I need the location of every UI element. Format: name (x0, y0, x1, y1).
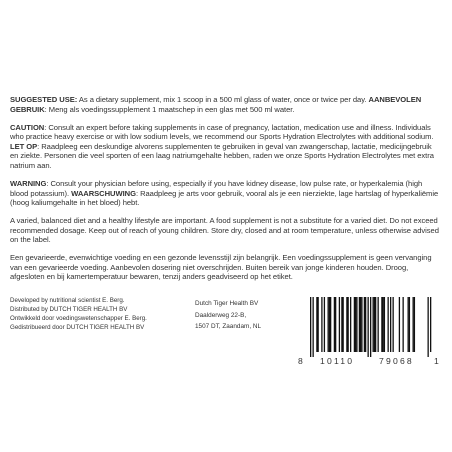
barcode-left-digits: 10110 (320, 356, 355, 366)
waarschuwing-text: : Raadpleeg je arts voor gebruik, vooral als je een nierziekte, lage hartslag of hyperkaliëmie (hoog kaliumgehalte in het bloed) hebt. (10, 188, 439, 208)
barcode-bar (409, 297, 410, 352)
barcode-bar (335, 297, 336, 352)
caution-text: : Consult an expert before taking supplements in case of pregnancy, lactation, medication use and illness. Individuals who practice heavy exercise or with low sodium levels, we recommend our Sports Hydration Electrolytes with additional sodium. (10, 122, 434, 142)
let-op-heading: LET OP (10, 141, 38, 151)
barcode-bar (384, 297, 385, 352)
barcode-bar (360, 297, 361, 352)
suggested-use-heading: SUGGESTED USE: (10, 95, 78, 104)
barcode-bar (316, 297, 317, 352)
barcode-bar (374, 297, 375, 352)
warning-text: : Consult your physician before using, especially if you have kidney disease, low pulse rate, or hyperkalemia (high blood potassium). (10, 178, 423, 198)
barcode-bar (373, 297, 374, 352)
barcode-bar (355, 297, 356, 352)
credit-line: Distributed by DUTCH TIGER HEALTH BV (10, 305, 128, 313)
warning-heading: WARNING (10, 178, 47, 188)
barcode-bar (390, 297, 391, 352)
general-advice-english: A varied, balanced diet and a healthy lifestyle are important. A food supplement is not a substitute for a varied diet. Do not exceed recommended dosage. Keep out of reach of young children. Store dry, closed and at room temperature, unless otherwise advised on the label. (10, 216, 439, 245)
barcode-bar (365, 297, 366, 352)
credit-line: Ontwikkeld door voedingswetenschapper E. Berg. (10, 314, 147, 322)
suggested-use-text: As a dietary supplement, mix 1 scoop in a 500 ml glass of water, once or twice per day. (77, 95, 369, 104)
barcode-bar (359, 297, 360, 352)
barcode-bars (298, 297, 442, 357)
credit-line: Developed by nutritional scientist E. Berg. (10, 297, 125, 304)
barcode-bar (413, 297, 414, 352)
barcode-bar (378, 297, 379, 352)
barcode-bar (430, 297, 431, 352)
barcode-bar (375, 297, 376, 352)
warning-paragraph (10, 179, 442, 208)
barcode-first-digit: 8 (298, 356, 303, 366)
barcode-bar (364, 297, 365, 352)
aanbevolen-gebruik-text: : Meng als voedingssupplement 1 maatschep in een glas met 500 ml water. (44, 104, 295, 114)
barcode-bar (329, 297, 330, 352)
barcode-bar (408, 297, 409, 352)
company-name: Dutch Tiger Health BV (195, 300, 259, 307)
barcode-digits (298, 356, 442, 366)
credits-block (10, 297, 147, 333)
waarschuwing-heading: WAARSCHUWING (71, 188, 136, 198)
barcode-bar (414, 297, 415, 352)
general-advice-dutch: Een gevarieerde, evenwichtige voeding en een gezonde levensstijl zijn belangrijk. Een voedingssupplement is geen vervanging van een gevarieerde voeding. Aanbevolen dosering niet overschrijden. Buiten bereik van jonge kinderen houden. Droog, afgesloten en bij kamertemperatuur bewaren, tenzij anders geadviseerd op het etiket. (10, 253, 432, 282)
barcode-guard-bar (310, 297, 311, 357)
barcode-bar (383, 297, 384, 352)
barcode-bar (348, 297, 349, 352)
barcode-bar (330, 297, 331, 352)
barcode-guard-bar (313, 297, 314, 357)
company-address (195, 298, 261, 333)
barcode-right-digits: 79068 (379, 356, 414, 366)
barcode-bar (354, 297, 355, 352)
barcode-bar (356, 297, 357, 352)
let-op-text: : Raadpleeg een deskundige alvorens supplementen te gebruiken in geval van zwangerschap, lactatie, medicijngebruik en ziekte. Personen die veel sporten of een laag natriumgehalte hebben, raden we onze Sports Hydration Electrolytes met extra natrium aan. (10, 141, 434, 170)
street-address: Daalderweg 22-B, (195, 311, 247, 319)
postal-city: 1507 DT, Zaandam, NL (195, 323, 262, 331)
caution-heading: CAUTION (10, 122, 45, 132)
barcode-guard-bar (370, 297, 371, 357)
barcode-bar (334, 297, 335, 352)
barcode-bar (343, 297, 344, 352)
barcode-bar (339, 297, 340, 352)
barcode-bar (403, 297, 404, 352)
barcode-bar (388, 297, 389, 352)
barcode-bar (361, 297, 362, 352)
credit-line: Gedistribueerd door DUTCH TIGER HEALTH BV (10, 323, 145, 331)
barcode-bar (321, 297, 322, 352)
barcode-bar (346, 297, 347, 352)
barcode-bar (328, 297, 329, 352)
barcode-bar (324, 297, 325, 352)
aanbevolen-gebruik-heading: AANBEVOLEN GEBRUIK (10, 95, 422, 114)
barcode-bar (381, 297, 382, 352)
barcode-bar (318, 297, 319, 352)
barcode-guard-bar (368, 297, 369, 357)
barcode-last-digit: 1 (434, 356, 439, 366)
usage-paragraph (10, 95, 442, 114)
barcode (298, 297, 442, 353)
label-text (10, 95, 442, 290)
caution-paragraph (10, 123, 442, 171)
barcode-bar (393, 297, 394, 352)
barcode-bar (350, 297, 351, 352)
barcode-bar (341, 297, 342, 352)
barcode-bar (399, 297, 400, 352)
barcode-guard-bar (428, 297, 429, 357)
